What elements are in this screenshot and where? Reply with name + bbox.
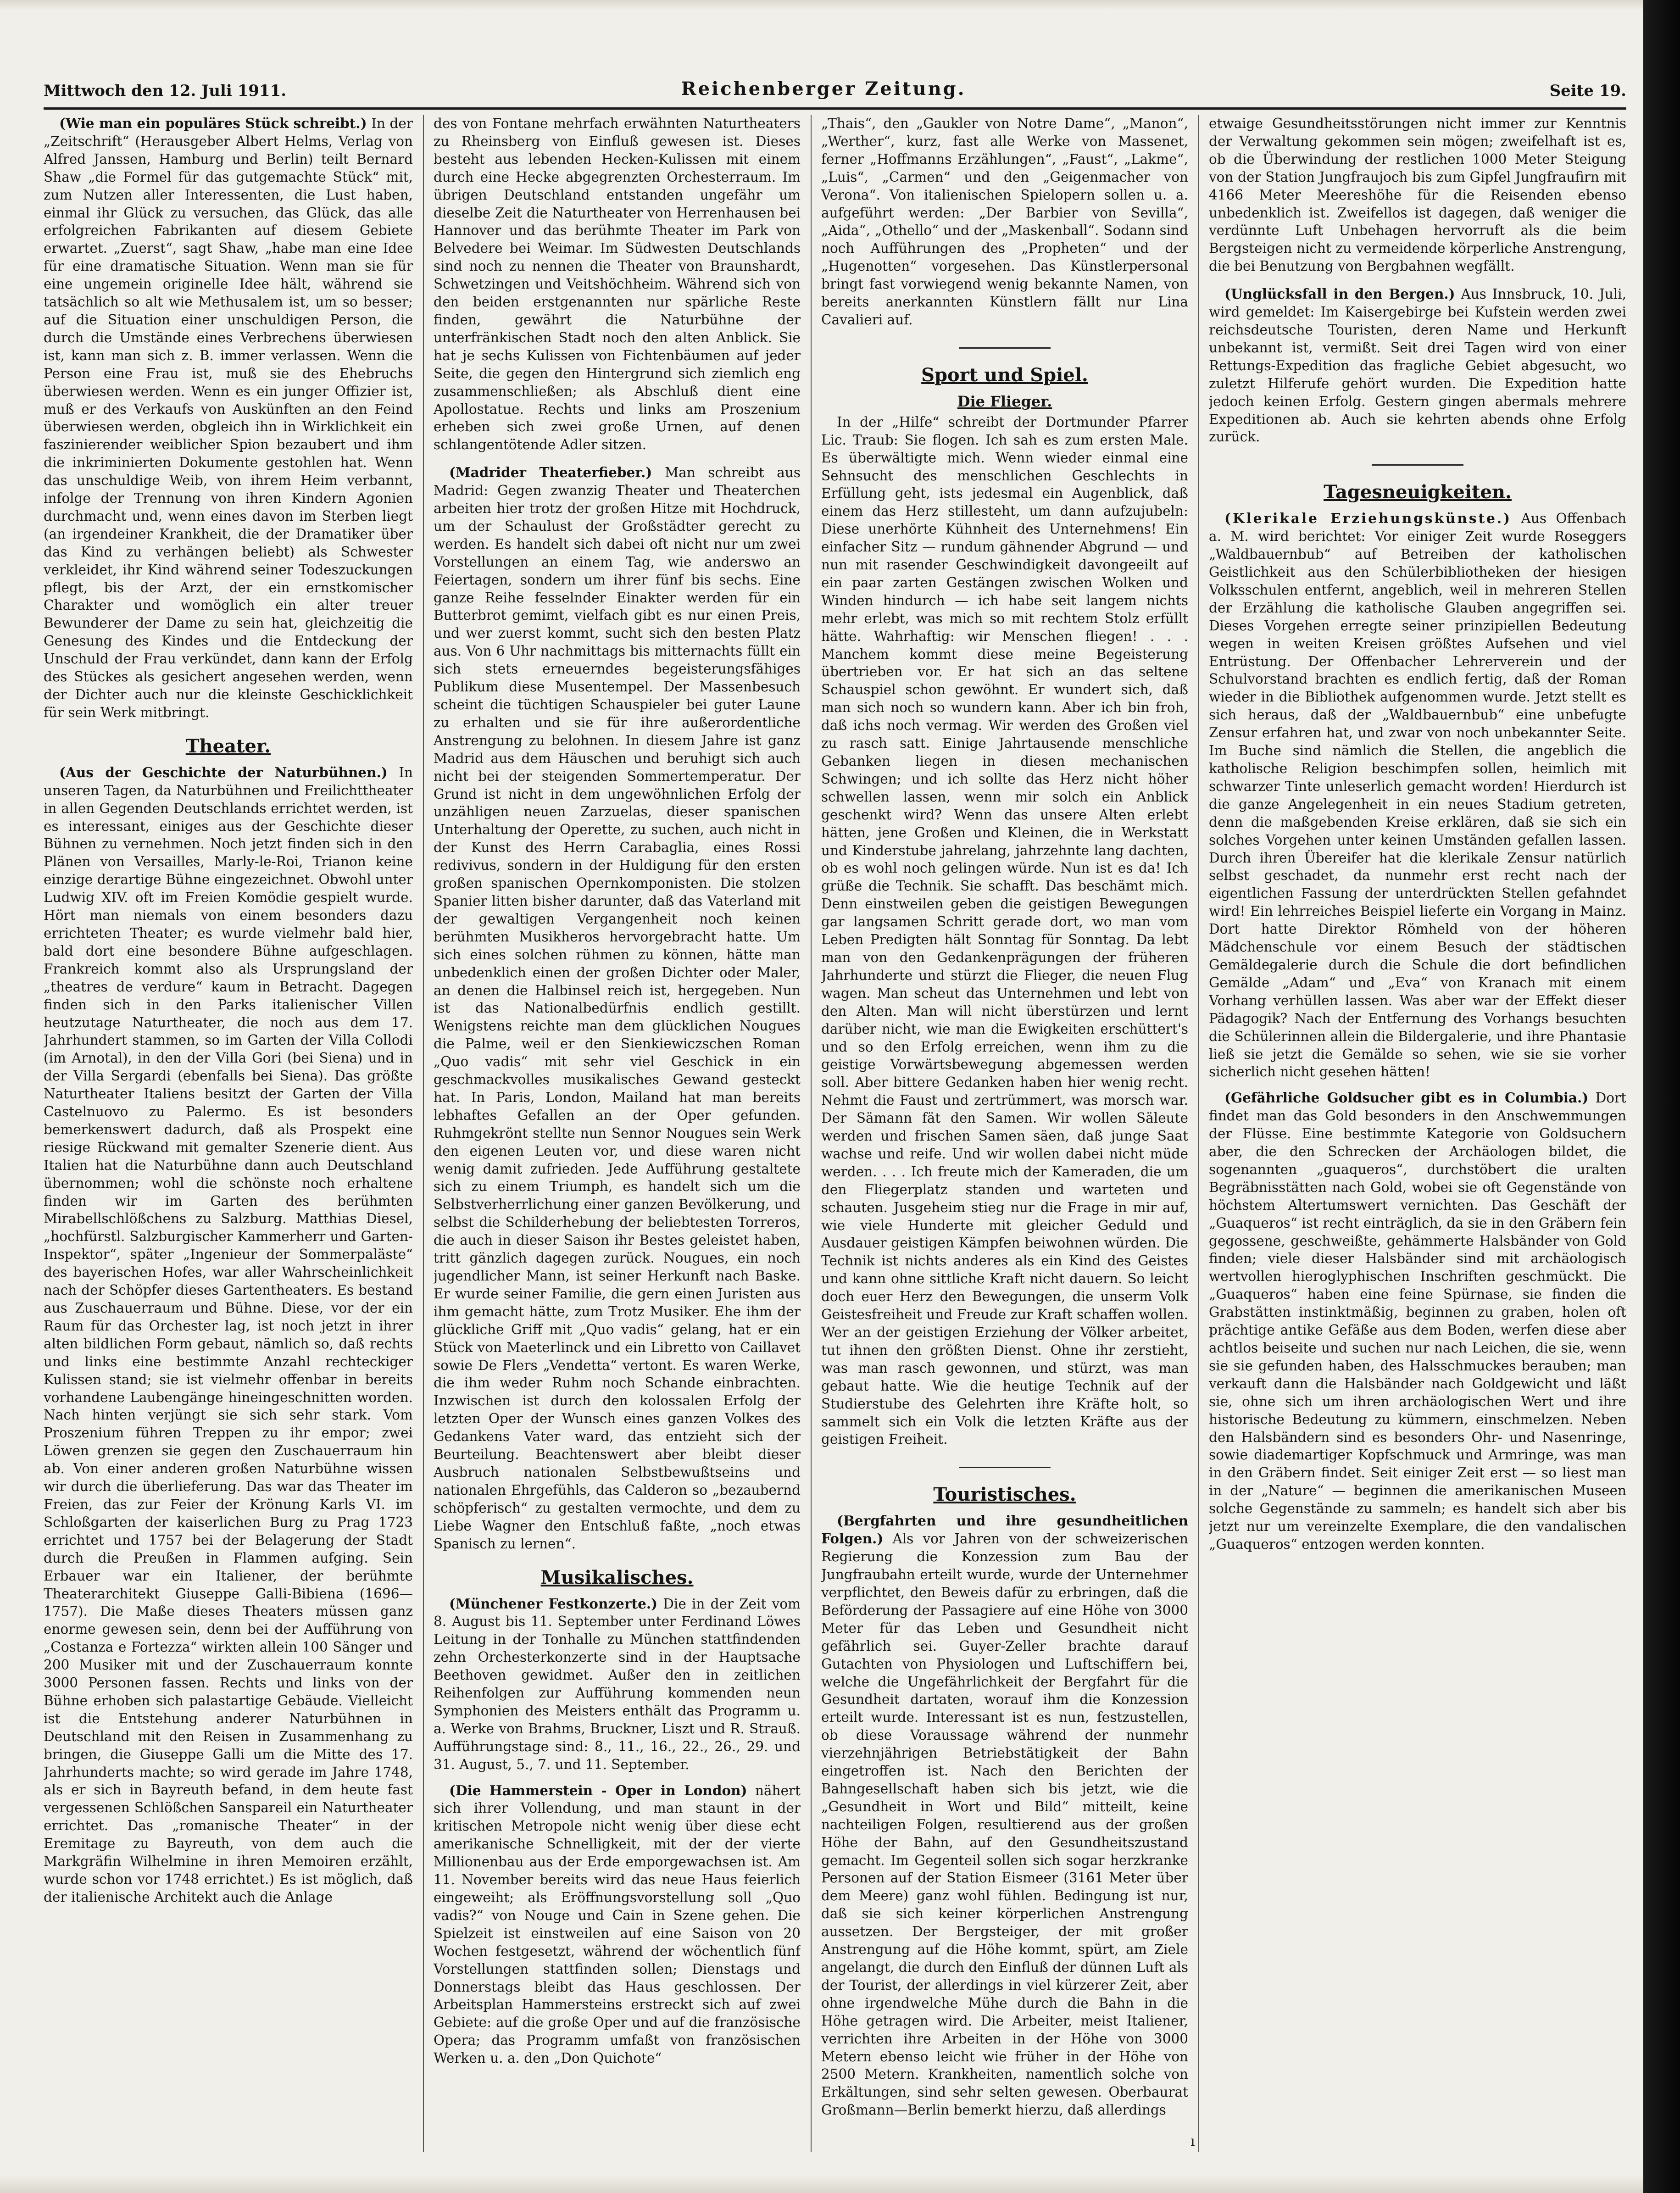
article-headline: (Münchener Festkonzerte.) [449,1595,658,1612]
section-title-musikalisches: Musikalisches. [540,1566,694,1588]
article-headline: (Unglücksfall in den Bergen.) [1224,286,1455,302]
column-rule [423,115,424,2152]
article-headline: (Aus der Geschichte der Naturbühnen.) [59,764,388,780]
section-title-touristisches: Touristisches. [933,1484,1076,1506]
article-body: etwaige Gesundheitsstörungen nicht immer zur Kenntnis der Verwaltung gekommen sein mögen; zweifelhaft ist es, ob die Überwindung der restlichen 1000 Meter Steigung von der Station Jungfraujoch bis zum Gipfel Jungfraufirn mit 4166 Meter Meereshöhe für die Reisenden ebenso unbedenklich ist. Zweifellos ist dagegen, daß weniger die verdünnte Luft Unbehagen hervorruft als die beim Bergsteigen nicht zu vermeidende körperliche Anstrengung, die bei Benutzung von Bergbahnen wegfällt. [1209,116,1626,274]
article-body: Die in der Zeit vom 8. August bis 11. September unter Ferdinand Löwes Leitung in der Tonhalle zu München stattfindenden zehn Orchesterkonzerte sind in der Hauptsache Beethoven gewidmet. Außer den in zeitlichen Reihenfolgen zur Aufführung kommenden neun Symphonien des Meisters enthält das Programm u. a. Werke von Brahms, Bruckner, Liszt und R. Strauß. Aufführungstage sind: 8., 11., 16., 22., 26., 29. und 31. August, 5., 7. und 11. September. [434,1596,801,1772]
column-1 [44,115,413,2152]
article-headline: (Klerikale Erziehungskünste.) [1224,510,1512,527]
section-title-theater: Theater. [185,735,271,757]
article [434,1595,801,1774]
article-headline: (Madrider Theaterfieber.) [449,464,652,481]
newspaper-masthead: Reichenberger Zeitung. [681,78,966,100]
article-body: des von Fontane mehrfach erwähnten Naturtheaters zu Rheinsberg von Einfluß gewesen ist. Dieses besteht aus lebenden Hecken-Kulissen mit einem durch eine Hecke abgegrenzten Orchesterraum. Im übrigen Deutschland entstanden ungefähr um dieselbe Zeit die Naturtheater von Herrenhausen bei Hannover und das berühmte Theater im Park von Belvedere bei Weimar. Im Südwesten Deutschlands sind noch zu nennen die Theater von Braunshardt, Schwetzingen und Veitshöchheim. Während sich von den beiden erstgenannten nur spärliche Reste finden, gewährt die Naturbühne der unterfränkischen Stadt noch den alten Anblick. Sie hat je sechs Kulissen von Fichtenbäumen auf jeder Seite, die gegen den Hintergrund sich ziemlich eng zusammenschließen; als Abschluß dient eine Apollostatue. Rechts und links am Proszenium erheben sich zwei große Urnen, auf denen schlangentötende Adler sitzen. [434,116,801,453]
column-3 [821,115,1188,2152]
article [434,1782,801,2068]
article-continuation [821,115,1188,329]
article-body: Aus Innsbruck, 10. Juli, wird gemeldet: Im Kaisergebirge bei Kufstein werden zwei reichsdeutsche Touristen, deren Name und Herkunft unbekannt ist, vermißt. Seit drei Tagen wird von einer Rettungs-Expedition das fragliche Gebiet abgesucht, wo zuletzt Hilferufe gehört wurden. Die Expedition hatte jedoch keinen Erfolg. Gestern gingen abermals mehrere Expeditionen ab. Auch sie kehrten abends ohne Erfolg zurück. [1209,286,1626,445]
page-bottom-edge [0,2175,1643,2193]
article [44,115,413,722]
scan-border-right [1643,0,1680,2193]
article-headline: (Die Hammerstein - Oper in London) [449,1782,747,1798]
article-headline: (Gefährliche Goldsucher gibt es in Columbia.) [1224,1090,1589,1106]
column-2 [434,115,801,2152]
article-body: In der „Zeitschrift“ (Herausgeber Albert Helms, Verlag von Alfred Janssen, Hamburg und Berlin) teilt Bernard Shaw „die Formel für das gutgemachte Stück“ mit, zum Nutzen aller Interessenten, die Lust haben, einmal ihr Glück zu versuchen, das Glück, das alle erfolgreichen Fabrikanten auf diesem Gebiete erwartet. „Zuerst“, sagt Shaw, „habe man eine Idee für eine dramatische Situation. Wenn man sie für eine ungemein originelle Idee hält, während sie tatsächlich so alt wie Methusalem ist, um so besser; auf die Situation einer unschuldigen Person, die durch die Umstände eines Verbrechens überwiesen ist, kann man sich z. B. immer verlassen. Wenn die Person eine Frau ist, muß sie des Ehebruchs überwiesen werden. Wenn es ein junger Offizier ist, muß er des Verkaufs von Auskünften an den Feind überwiesen werden, obgleich ihn in Wirklichkeit ein faszinierender weiblicher Spion bezaubert und ihm die inkriminierten Dokumente gestohlen hat. Wenn das unschuldige Weib, von ihrem Heim verbannt, infolge der Trennung von ihren Kindern Agonien durchmacht und, wenn eines davon im Sterben liegt (an irgendeiner Krankheit, die der Dramatiker über das Kind zu verhängen beliebt) als Schwester verkleidet, ihr Kind während seiner Todeszuckungen pflegt, bis der Arzt, der ein ernstkomischer Charakter und womöglich ein alter treuer Bewunderer der Dame zu sein hat, gleichzeitig die Genesung des Kindes und die Entdeckung der Unschuld der Frau verkündet, dann kann der Erfolg des Stückes als gesichert angesehen werden, wenn der Dichter auch nur die kleinste Geschicklichkeit für sein Werk mitbringt. [44,116,413,720]
article-body: „Thais“, den „Gaukler von Notre Dame“, „Manon“, „Werther“, kurz, fast alle Werke von Massenet, ferner „Hoffmanns Erzählungen“, „Faust“, „Lakme“, „Luis“, „Carmen“ und den „Geigenmacher von Verona“. Von italienischen Spielopern sollen u. a. aufgeführt werden: „Der Barbier von Sevilla“, „Aida“, „Othello“ und der „Maskenball“. Sodann sind noch Aufführungen des „Propheten“ und der „Hugenotten“ vorgesehen. Das Künstlerpersonal bringt fast vorwiegend wenig bekannte Namen, von bereits anerkannten Künstlern fällt nur Lina Cavalieri auf. [821,116,1188,328]
column-rule [1198,115,1199,2152]
header-rule [44,107,1626,110]
article [44,764,413,1906]
header-date: Mittwoch den 12. Juli 1911. [44,82,287,100]
section-divider [959,1467,1051,1468]
article [821,1512,1188,2119]
article-body: In unseren Tagen, da Naturbühnen und Freilichttheater in allen Gegenden Deutschlands errichtet werden, ist es interessant, einiges aus der Geschichte dieser Bühnen zu vernehmen. Noch jetzt finden sich in den Plänen von Versailles, Marly-le-Roi, Trianon keine einzige derartige Bühne eingezeichnet. Obwohl unter Ludwig XIV. oft im Freien Komödie gespielt wurde. Hört man niemals von einem besonders dazu errichteten Theater; es wurde vielmehr bald hier, bald dort eine besondere Bühne aufgeschlagen. Frankreich kommt also als Ursprungsland der „theatres de verdure“ kaum in Betracht. Dagegen finden sich in den Parks italienischer Villen heutzutage Naturtheater, die noch aus dem 17. Jahrhundert stammen, so im Garten der Villa Collodi (im Arnotal), in den der Villa Gori (bei Siena) und in der Villa Sergardi (ebenfalls bei Siena). Das größte Naturtheater Italiens besitzt der Garten der Villa Castelnuovo zu Palermo. Es ist besonders bemerkenswert dadurch, daß als Prospekt eine riesige Rückwand mit gemalter Szenerie dient. Aus Italien hat die Naturbühne dann auch Deutschland übernommen; wohl die schönste noch erhaltene finden wir im Garten des berühmten Mirabellschlößchens zu Salzburg. Matthias Diesel, „hochfürstl. Salzburgischer Kammerherr und Garten-Inspektor“, später „Ingenieur der Sommerpaläste“ des bayerischen Hofes, war aller Wahrscheinlichkeit nach der Schöpfer dieses Gartentheaters. Es bestand aus Zuschauerraum und Bühne. Diese, vor der ein Raum für das Orchester lag, ist noch jetzt in ihrer alten bildlichen Form gebaut, nämlich so, daß rechts und links eine bestimmte Anzahl rechteckiger Kulissen stand; sie ist vielmehr offenbar in bereits vorhandene Laubengänge hineingeschnitten worden. Nach hinten verjüngt sie sich sehr stark. Vom Proszenium führen Treppen zu ihr empor; zwei Löwen grenzen sie gegen den Zuschauerraum hin ab. Von einer anderen großen Naturbühne wissen wir durch die überlieferung. Das war das Theater im Freien, das zur Feier der Krönung Karls VI. im Schloßgarten der kaiserlichen Burg zu Prag 1723 errichtet und 1757 bei der Belagerung der Stadt durch die Preußen in Flammen aufging. Sein Erbauer war ein Italiener, der berühmte Theaterarchitekt Giuseppe Galli-Bibiena (1696—1757). Die Maße dieses Theaters müssen ganz enorme gewesen sein, denn bei der Aufführung von „Costanza e Fortezza“ wirkten allein 100 Sänger und 200 Musiker mit und der Zuschauerraum konnte 3000 Personen fassen. Rechts und links von der Bühne erhoben sich palastartige Gebäude. Vielleicht ist die Entstehung anderer Naturbühnen in Deutschland mit den Reisen in Zusammenhang zu bringen, die Giuseppe Galli um die Mitte des 17. Jahrhunderts machte; so wird gerade im Jahre 1748, als er sich in Bayreuth befand, in dem heute fast vergessenen Schlößchen Sanspareil ein Naturtheater errichtet. Das „romanische Theater“ in der Eremitage zu Bayreuth, von dem auch die Markgräfin Wilhelmine in ihren Memoiren erzählt, wurde schon vor 1748 errichtet.) Es ist möglich, daß der italienische Architekt auch die Anlage [44,764,413,1905]
article [1209,510,1626,1081]
page-header [44,78,1626,106]
article-continuation [434,115,801,454]
article [1209,1089,1626,1553]
article-body: Aus Offenbach a. M. wird berichtet: Vor einiger Zeit wurde Roseggers „Waldbauernbub“ auf Betreiben der katholischen Geistlichkeit aus den Schülerbibliotheken der hiesigen Volksschulen entfernt, angeblich, weil in mehreren Stellen der Erzählung die katholische Glauben angegriffen sei. Dieses Vorgehen erregte seiner prinzipiellen Bedeutung wegen in weiten Kreisen größtes Aufsehen und viel Entrüstung. Der Offenbacher Lehrerverein und der Schulvorstand brachten es endlich fertig, daß der Roman wieder in die Bibliothek aufgenommen wurde. Jetzt stellt es sich heraus, daß der „Waldbauernbub“ eine unbefugte Zensur erfahren hat, und zwar von noch unbekannter Seite. Im Buche sind nämlich die Stellen, die angeblich die katholische Religion beschimpfen sollen, heimlich mit schwarzer Tinte unleserlich gemacht worden! Hierdurch ist die ganze Angelegenheit in ein neues Stadium getreten, denn die maßgebenden Kreise erklären, daß sie sich ein solches Vorgehen unter keinen Umständen gefallen lassen. Durch ihren Übereifer hat die klerikale Zensur natürlich selbst geschadet, da nunmehr erst recht nach der eigentlichen Fassung der unterdrückten Stellen gefahndet wird! Ein lehrreiches Beispiel lieferte ein Vorgang in Mainz. Dort hatte Direktor Römheld von der höheren Mädchenschule vor einem Besuch der städtischen Gemäldegalerie durch die Schule die dort befindlichen Gemälde „Adam“ und „Eva“ von Kranach mit einem Vorhang verhüllen lassen. Was aber war der Effekt dieser Pädagogik? Nach der Entfernung des Vorhangs besuchten die Schülerinnen allein die Bildergalerie, und ihre Phantasie ließ sie jetzt die Gemälde so sehen, wie sie sie vorher sicherlich nicht gesehen hätten! [1209,511,1626,1080]
article-headline: (Bergfahrten und ihre gesundheitlichen Folgen.) [821,1513,1188,1547]
column-4 [1209,115,1626,2152]
article [1209,285,1626,446]
section-divider [959,347,1051,349]
section-divider [1372,464,1463,466]
page-top-edge [0,0,1680,10]
article-body: Dort findet man das Gold besonders in den Anschwemmungen der Flüsse. Eine bestimmte Kategorie von Goldsuchern aber, die den Schrecken der Archäologen bildet, die sogenannten „guaqueros“, durchstöbert die uralten Begräbnisstätten nach Gold, wobei sie oft Gegenstände von höchstem Altertumswert vernichten. Das Geschäft der „Guaqueros“ ist recht einträglich, da sie in den Gräbern fein gegossene, geschweißte, gehämmerte Halsbänder von Gold finden; viele dieser Halsbänder sind mit archäologisch wertvollen hieroglyphischen Inschriften geschmückt. Die „Guaqueros“ haben eine feine Spürnase, sie finden die Grabstätten instinktmäßig, beginnen zu graben, holen oft prächtige antike Gefäße aus dem Boden, werfen diese aber achtlos beiseite und suchen nur nach Leichen, die sie, wenn sie sie gefunden haben, des Halsschmuckes berauben; man verkauft dann die Halsbänder nach Goldgewicht und läßt sie, ohne sich um ihren archäologischen Wert und ihre historische Bedeutung zu kümmern, einschmelzen. Neben den Halsbändern sind es besonders Ohr- und Nasenringe, sowie diademartiger Kopfschmuck und Armringe, was man in den Gräbern findet. Seit einiger Zeit erst — so liest man in der „Nature“ — beginnen die amerikanischen Museen solche Gegenstände zu sammeln; es handelt sich aber bis jetzt nur um vereinzelte Exemplare, die den vandalischen „Guaqueros“ entzogen werden konnten. [1209,1090,1626,1552]
section-title-tagesneuigkeiten: Tagesneuigkeiten. [1324,481,1512,503]
article-body: nähert sich ihrer Vollendung, und man staunt in der kritischen Metropole nicht wenig über diese echt amerikanische Schnelligkeit, mit der der vierte Millionenbau aus der Erde emporgewachsen ist. Am 11. November bereits wird das neue Haus feierlich eingeweiht; als Eröffnungsvorstellung soll „Quo vadis?“ von Nouge und Cain in Szene gehen. Die Spielzeit ist einstweilen auf eine Saison von 20 Wochen festgesetzt, während der wöchentlich fünf Vorstellungen stattfinden sollen; Dienstags und Donnerstags bleibt das Haus geschlossen. Der Arbeitsplan Hammersteins erstreckt sich auf zwei Gebiete: auf die große Oper und auf die französische Opera; das Programm umfaßt von französischen Werken u. a. den „Don Quichote“ [434,1782,801,2066]
article-body: Als vor Jahren von der schweizerischen Regierung die Konzession zum Bau der Jungfraubahn erteilt wurde, wurde der Unternehmer verpflichtet, den Beweis dafür zu erbringen, daß die Beförderung der Passagiere auf eine Höhe von 3000 Meter für das Leben und Gesundheit nicht gefährlich sei. Guyer-Zeller brachte darauf Gutachten von Physiologen und Luftschiffern bei, welche die Ungefährlichkeit der Bergfahrt für die Gesundheit dartaten, worauf ihm die Konzession erteilt wurde. Interessant ist es nun, festzustellen, ob diese Voraussage während der nunmehr vierzehnjährigen Betriebstätigkeit der Bahn eingetroffen ist. Nach den Berichten der Bahngesellschaft haben sich bis jetzt, wie die „Gesundheit in Wort und Bild“ mitteilt, keine nachteiligen Folgen, resultierend aus der großen Höhe der Bahn, auf den Gesundheitszustand gemacht. Im Gegenteil sollen sich sogar herzkranke Personen auf der Station Eismeer (3161 Meter über dem Meere) ganz wohl fühlen. Bedingung ist nur, daß sie sich keiner körperlichen Anstrengung aussetzen. Der Bergsteiger, der mit großer Anstrengung auf die Höhe kommt, spürt, am Ziele angelangt, die durch den Einfluß der dünnen Luft als der Tourist, der allerdings in viel kürzerer Zeit, aber ohne irgendwelche Mühe durch die Bahn in die Höhe getragen wird. Die Arbeiter, meist Italiener, verrichten ihre Arbeiten in der Höhe von 3000 Metern ebenso leicht wie früher in der Höhe von 2500 Metern. Krankheiten, namentlich solche von Erkältungen, sind sehr selten gewesen. Oberbaurat Großmann—Berlin bemerkt hierzu, daß allerdings [821,1531,1188,2118]
article-body: Man schreibt aus Madrid: Gegen zwanzig Theater und Theaterchen arbeiten hier trotz der großen Hitze mit Hochdruck, um der Schaulust der Großstädter gerecht zu werden. Es handelt sich dabei oft nicht nur um zwei Vorstellungen an einem Tag, wie anderswo an Feiertagen, sondern um ihrer fünf bis sechs. Eine ganze Reihe fesselnder Einakter werden für ein Butterbrot gemimt, vielfach gibt es nur einen Preis, und wer zuerst kommt, sucht sich den besten Platz aus. Von 6 Uhr nachmittags bis mitternachts füllt ein sich stets erneuerndes begeisterungsfähiges Publikum diese Musentempel. Der Massenbesuch scheint die tüchtigen Schauspieler bei guter Laune zu erhalten und sie für ihre außerordentliche Anstrengung zu belohnen. In diesem Jahre ist ganz Madrid aus dem Häuschen und beruhigt sich auch nicht bei der steigenden Sommertemperatur. Der Grund ist nicht in dem ungewöhnlichen Erfolg der unzähligen neuen Zarzuelas, dieser spanischen Unterhaltung der Operette, zu suchen, auch nicht in der Kunst des Herrn Carabaglia, eines Rossi redivivus, sondern in der Huldigung für den ersten großen spanischen Opernkomponisten. Die stolzen Spanier litten bisher darunter, daß das Vaterland mit der gewaltigen Vergangenheit noch keinen berühmten Musikheros hervorgebracht hatte. Um sich eines solchen rühmen zu können, hätte man unbedenklich einen der großen Dichter oder Maler, an denen die Halbinsel reich ist, hergegeben. Nun ist das Nationalbedürfnis endlich gestillt. Wenigstens reichte man dem glücklichen Nougues die Palme, weil er den Sienkiewiczschen Roman „Quo vadis“ mit sehr viel Geschick in ein geschmackvolles musikalisches Gewand gesteckt hat. In Paris, London, Mailand hat man bereits lebhaftes Gefallen an der Oper gefunden. Ruhmgekrönt stellte nun Sennor Nougues sein Werk den eigenen Leuten vor, und diese waren nicht wenig damit zufrieden. Jede Aufführung gestaltete sich zu einem Triumph, es handelt sich um die Selbstverherrlichung einer ganzen Bevölkerung, und selbst die Schilderhebung der beliebtesten Torreros, die auch in dieser Saison ihr Bestes geleistet haben, tritt gänzlich dagegen zurück. Nougues, ein noch jugendlicher Mann, ist seiner Herkunft nach Baske. Er wurde seiner Familie, die gern einen Juristen aus ihm gemacht hätte, zum Trotz Musiker. Ehe ihm der glückliche Griff mit „Quo vadis“ gelang, hat er ein Stück von Maeterlinck und ein Libretto von Caillavet sowie De Flers „Vendetta“ vertont. Es waren Werke, die ihm weder Ruhm noch Schande einbrachten. Inzwischen ist durch den kolossalen Erfolg der letzten Oper der Wunsch eines ganzen Volkes des Gedankens Vater ward, das entzieht sich der Beurteilung. Beachtenswert aber bleibt dieser Ausbruch nationalen Selbstbewußtseins und nationalen Ehrgefühls, das Calderon so „bezaubernd schöpferisch“ zu gestalten vermochte, und dem zu Liebe Wagner den Entschluß faßte, „noch etwas Spanisch zu lernen“. [434,465,801,1552]
print-mark: ı [1190,2133,1195,2149]
article-body: In der „Hilfe“ schreibt der Dortmunder Pfarrer Lic. Traub: Sie flogen. Ich sah es zum ersten Male. Es überwältigte mich. Wenn wieder einmal eine Sehnsucht des menschlichen Geschlechts in Erfüllung geht, ists jedesmal ein Augenblick, daß einem das Herz stillesteht, um dann aufzujubeln: Diese unerhörte Kühnheit des Unternehmens! Ein einfacher Sitz — rundum gähnender Abgrund — und nun mit rasender Geschwindigkeit davongeeilt auf ein paar zarten Gestängen zwischen Wolken und Winden hindurch — ich habe seit langem nichts mehr erlebt, was mich so mit rechtem Stolz erfüllt hätte. Wahrhaftig: wir Menschen fliegen! . . . Manchem kommt diese meine Begeisterung übertrieben vor. Er hat sich an das seltene Schauspiel schon gewöhnt. Er wundert sich, daß man sich noch so wundern kann. Aber ich bin froh, daß ichs noch vermag. Wir werden des Großen viel zu rasch satt. Einige Jahrtausende menschliche Gebanken liegen in diesen mechanischen Schwingen; und ich sollte das Herz nicht höher schwellen lassen, wenn mir solch ein Anblick geschenkt wird? Wenn das unsere Alten erlebt hätten, jene Großen und Kleinen, die in Werkstatt und Kinderstube jahrelang, jahrzehnte lang dachten, ob es wohl noch gelingen würde. Nun ist es da! Ich grüße die Technik. Sie schafft. Das beschämt mich. Denn einstweilen geben die geistigen Bewegungen gar langsamen Schritt gerade dort, wo man vom Leben Predigten hält Sonntag für Sonntag. Da lebt man von den Gedankenprägungen der früheren Jahrhunderte und stürzt die Flieger, die neuen Flug wagen. Man scheut das Unternehmen und lebt von den Alten. Man will nicht überstürzen und lernt darüber nicht, wie man die Ewigkeiten erschüttert's und so den Erfolg erreichen, wenn ihm zu die geistige Vorwärtsbewegung abgemessen werden soll. Aber bittere Gedanken haben hier wenig recht. Nehmt die Faust und zertrümmert, was morsch war. Der Sämann fät den Samen. Wir wollen Säleute werden und frischen Samen säen, daß junge Saat wachse und reife. Und wir wollen dabei nicht müde werden. . . . Ich freute mich der Kameraden, die um den Fliegerplatz standen und warteten und schauten. Jusgeheim stieg nur die Frage in mir auf, wie viele Hunderte mit gleicher Geduld und Ausdauer geistigen Kämpfen beiwohnen würden. Die Technik ist nichts anderes als ein Kind des Geistes und kann ohne sittliche Kraft nicht dauern. So leicht doch euer Herz den Bewegungen, die unserm Volk Geistesfreiheit und Freude zur Kraft schaffen wollen. Wer an der geistigen Erziehung der Völker arbeitet, tut ihnen den größten Dienst. Ohne ihr zerstieht, was man rasch gewonnen, und stürzt, was man gebaut hatte. Wie die heutige Technik auf der Studierstube des Gelehrten ihre Kräfte holt, so sammelt sich ein Volk die letzten Kräfte aus der geistigen Freiheit. [821,414,1188,1447]
article [434,464,801,1553]
article-continuation [1209,115,1626,275]
page-number: Seite 19. [1549,82,1626,100]
article [821,413,1188,1449]
section-title-sport: Sport und Spiel. [921,364,1088,386]
article-headline: (Wie man ein populäres Stück schreibt.) [59,115,367,131]
column-rule [811,115,812,2152]
article-title-flieger: Die Flieger. [957,392,1052,410]
